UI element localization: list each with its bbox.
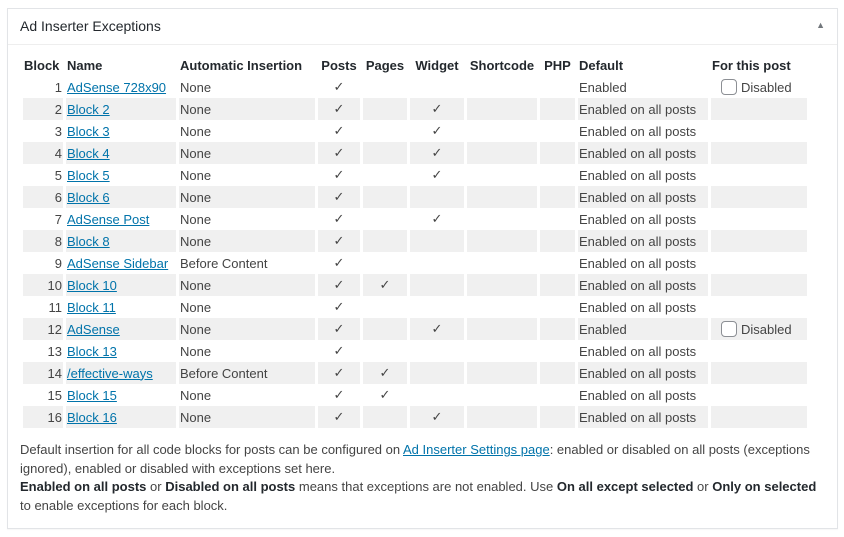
shortcode-cell — [467, 98, 537, 120]
default-status: Enabled on all posts — [578, 406, 708, 428]
default-status: Enabled on all posts — [578, 230, 708, 252]
posts-cell — [318, 362, 360, 384]
php-cell — [540, 186, 575, 208]
default-status: Enabled on all posts — [578, 274, 708, 296]
posts-cell — [318, 76, 360, 98]
default-status: Enabled on all posts — [579, 123, 697, 139]
widget-cell — [410, 362, 464, 384]
check-icon: ✓ — [379, 365, 391, 380]
pages-cell — [363, 274, 407, 296]
shortcode-cell — [467, 186, 537, 208]
block-name-link[interactable]: Block 3 — [67, 123, 110, 139]
for-this-post-cell — [711, 384, 807, 406]
for-this-post-cell — [711, 406, 807, 428]
block-name-link[interactable]: Block 8 — [67, 233, 110, 249]
shortcode-cell — [467, 296, 537, 318]
check-icon: ✓ — [333, 79, 345, 94]
php-cell — [540, 384, 575, 406]
check-icon: ✓ — [333, 145, 345, 160]
php-cell — [540, 318, 575, 340]
block-number: 11 — [48, 299, 62, 315]
footer-bold: On all except selected — [556, 479, 694, 495]
pages-cell — [363, 362, 407, 384]
check-icon: ✓ — [333, 167, 345, 182]
check-icon: ✓ — [431, 321, 443, 336]
name-cell — [66, 362, 176, 384]
default-status: Enabled on all posts — [579, 167, 697, 183]
php-cell — [540, 208, 575, 230]
col-automatic-insertion: Automatic Insertion — [180, 57, 303, 73]
automatic-insertion: Before Content — [179, 362, 315, 384]
name-cell — [66, 98, 176, 120]
checkbox-label: Disabled — [741, 322, 792, 337]
table-row — [23, 186, 807, 208]
block-number: 1 — [54, 79, 62, 95]
block-number: 7 — [54, 211, 62, 227]
default-status: Enabled — [578, 318, 708, 340]
table-row — [23, 384, 807, 406]
posts-cell — [318, 208, 360, 230]
pages-cell — [363, 384, 407, 406]
block-name-link[interactable]: Block 11 — [67, 299, 116, 315]
name-cell — [66, 252, 176, 274]
check-icon: ✓ — [379, 387, 391, 402]
name-cell — [66, 120, 176, 142]
block-name-link[interactable]: Block 2 — [67, 101, 110, 117]
automatic-insertion: None — [179, 142, 315, 164]
name-cell — [66, 164, 176, 186]
pages-cell — [363, 208, 407, 230]
block-name-link[interactable]: Block 13 — [67, 343, 117, 359]
widget-cell — [410, 208, 464, 230]
for-this-post-cell — [711, 296, 807, 318]
block-number: 2 — [23, 98, 63, 120]
shortcode-cell — [467, 208, 537, 230]
ad-inserter-exceptions-panel — [7, 8, 838, 529]
table-row — [23, 164, 807, 186]
name-cell — [66, 274, 176, 296]
block-number: 15 — [47, 387, 62, 403]
block-name-link[interactable]: Block 15 — [67, 387, 117, 403]
block-name-link[interactable]: AdSense — [67, 321, 120, 337]
table-body — [23, 76, 807, 428]
posts-cell — [318, 98, 360, 120]
widget-cell — [410, 76, 464, 98]
php-cell — [540, 120, 575, 142]
default-status: Enabled on all posts — [579, 387, 697, 403]
automatic-insertion: None — [180, 299, 212, 315]
block-name-link[interactable]: /effective-ways — [67, 365, 153, 381]
block-name-link[interactable]: AdSense Post — [67, 211, 150, 227]
col-widget: Widget — [415, 57, 459, 73]
default-status: Enabled on all posts — [579, 299, 697, 315]
pages-cell — [363, 142, 407, 164]
block-name-link[interactable]: Block 10 — [67, 277, 117, 293]
name-cell — [66, 142, 176, 164]
block-number: 8 — [23, 230, 63, 252]
table-row — [23, 230, 807, 252]
automatic-insertion: None — [180, 211, 212, 227]
check-icon: ✓ — [333, 255, 345, 270]
col-php: PHP — [544, 57, 571, 73]
col-for-this-post: For this post — [712, 57, 791, 73]
default-status: Enabled on all posts — [578, 186, 708, 208]
shortcode-cell — [467, 120, 537, 142]
check-icon: ✓ — [333, 387, 345, 402]
widget-cell — [410, 98, 464, 120]
table-row — [23, 120, 807, 142]
for-this-post-cell — [711, 208, 807, 230]
disabled-checkbox[interactable] — [721, 321, 737, 337]
table-row — [23, 318, 807, 340]
block-number: 12 — [23, 318, 63, 340]
check-icon: ✓ — [333, 365, 345, 380]
automatic-insertion: None — [179, 274, 315, 296]
shortcode-cell — [467, 142, 537, 164]
widget-cell — [410, 164, 464, 186]
automatic-insertion: None — [180, 343, 212, 359]
pages-cell — [363, 164, 407, 186]
name-cell — [66, 406, 176, 428]
pages-cell — [363, 340, 407, 362]
block-number: 10 — [23, 274, 63, 296]
footer-note — [20, 441, 820, 515]
name-cell — [66, 296, 176, 318]
exceptions-table — [20, 54, 810, 428]
shortcode-cell — [467, 406, 537, 428]
name-cell — [66, 208, 176, 230]
default-status: Enabled on all posts — [579, 211, 697, 227]
pages-cell — [363, 98, 407, 120]
widget-cell — [410, 120, 464, 142]
pages-cell — [363, 252, 407, 274]
default-status: Enabled on all posts — [578, 142, 708, 164]
php-cell — [540, 164, 575, 186]
for-this-post-cell — [711, 274, 807, 296]
col-default: Default — [579, 57, 624, 73]
widget-cell — [410, 340, 464, 362]
shortcode-cell — [467, 164, 537, 186]
automatic-insertion: None — [180, 123, 212, 139]
default-status: Enabled on all posts — [579, 255, 697, 271]
check-icon: ✓ — [333, 277, 345, 292]
pages-cell — [363, 406, 407, 428]
pages-cell — [363, 296, 407, 318]
table-row — [23, 142, 807, 164]
for-this-post-cell — [711, 76, 807, 98]
widget-cell — [410, 406, 464, 428]
posts-cell — [318, 340, 360, 362]
automatic-insertion: None — [180, 167, 212, 183]
for-this-post-cell — [711, 98, 807, 120]
col-pages: Pages — [365, 57, 405, 73]
table-row — [23, 98, 807, 120]
check-icon: ✓ — [333, 189, 345, 204]
check-icon: ✓ — [333, 233, 345, 248]
shortcode-cell — [467, 362, 537, 384]
widget-cell — [410, 274, 464, 296]
pages-cell — [363, 230, 407, 252]
pages-cell — [363, 318, 407, 340]
php-cell — [540, 362, 575, 384]
table-row — [23, 296, 807, 318]
for-this-post-cell — [711, 230, 807, 252]
name-cell — [66, 340, 176, 362]
name-cell — [66, 76, 176, 98]
block-name-link[interactable]: Block 6 — [67, 189, 110, 205]
panel-title: Ad Inserter Exceptions — [20, 18, 161, 34]
block-name-link[interactable]: AdSense Sidebar — [67, 255, 169, 271]
posts-cell — [318, 186, 360, 208]
collapse-triangle-icon[interactable]: ▲ — [816, 20, 825, 30]
footer-bold: Disabled on all posts — [165, 479, 296, 495]
name-cell — [66, 186, 176, 208]
block-number: 3 — [54, 123, 62, 139]
shortcode-cell — [467, 384, 537, 406]
default-status: Enabled on all posts — [578, 98, 708, 120]
widget-cell — [410, 318, 464, 340]
check-icon: ✓ — [431, 145, 443, 160]
pages-cell — [363, 120, 407, 142]
for-this-post-cell — [711, 318, 807, 340]
automatic-insertion: None — [179, 98, 315, 120]
block-number: 16 — [23, 406, 63, 428]
table-row — [23, 406, 807, 428]
footer-bold: Only on selected — [712, 479, 817, 495]
shortcode-cell — [467, 76, 537, 98]
pages-cell — [363, 186, 407, 208]
block-number: 4 — [23, 142, 63, 164]
footer-text: : enabled or disabled on all posts (exceptions ignored), enabled or disabled with exceptions set here. — [20, 442, 810, 476]
automatic-insertion: None — [179, 230, 315, 252]
posts-cell — [318, 252, 360, 274]
shortcode-cell — [467, 318, 537, 340]
php-cell — [540, 274, 575, 296]
for-this-post-cell — [711, 340, 807, 362]
for-this-post-cell — [711, 186, 807, 208]
php-cell — [540, 76, 575, 98]
checkbox-label: Disabled — [741, 80, 792, 95]
posts-cell — [318, 164, 360, 186]
footer-text: to enable exceptions for each block. — [20, 497, 228, 513]
block-name-link[interactable]: Block 4 — [67, 145, 110, 161]
widget-cell — [410, 384, 464, 406]
table-row — [23, 252, 807, 274]
check-icon: ✓ — [333, 321, 345, 336]
check-icon: ✓ — [431, 167, 443, 182]
posts-cell — [318, 230, 360, 252]
posts-cell — [318, 318, 360, 340]
widget-cell — [410, 252, 464, 274]
name-cell — [66, 318, 176, 340]
table-row — [23, 274, 807, 296]
automatic-insertion: Before Content — [180, 255, 268, 271]
check-icon: ✓ — [333, 211, 345, 226]
shortcode-cell — [467, 252, 537, 274]
php-cell — [540, 252, 575, 274]
check-icon: ✓ — [333, 101, 345, 116]
table-row — [23, 76, 807, 98]
pages-cell — [363, 76, 407, 98]
for-this-post-cell — [711, 164, 807, 186]
automatic-insertion: None — [180, 387, 212, 403]
col-shortcode: Shortcode — [469, 57, 535, 73]
automatic-insertion: None — [179, 406, 315, 428]
widget-cell — [410, 186, 464, 208]
automatic-insertion: None — [180, 79, 212, 95]
footer-text: or — [146, 479, 166, 495]
col-block: Block — [24, 57, 60, 73]
check-icon: ✓ — [431, 409, 443, 424]
check-icon: ✓ — [431, 101, 443, 116]
shortcode-cell — [467, 340, 537, 362]
check-icon: ✓ — [333, 343, 345, 358]
for-this-post-cell — [711, 120, 807, 142]
php-cell — [540, 98, 575, 120]
widget-cell — [410, 230, 464, 252]
for-this-post-cell — [711, 142, 807, 164]
name-cell — [66, 384, 176, 406]
panel-header[interactable] — [8, 9, 837, 45]
php-cell — [540, 230, 575, 252]
footer-text: Default insertion for all code blocks for posts can be configured on — [20, 442, 403, 457]
php-cell — [540, 296, 575, 318]
posts-cell — [318, 296, 360, 318]
col-name: Name — [67, 57, 103, 73]
footer-text: or — [693, 479, 713, 495]
widget-cell — [410, 142, 464, 164]
php-cell — [540, 340, 575, 362]
check-icon: ✓ — [379, 277, 391, 292]
settings-page-link[interactable]: Ad Inserter Settings page — [403, 442, 550, 457]
table-row — [23, 340, 807, 362]
automatic-insertion: None — [179, 318, 315, 340]
widget-cell — [410, 296, 464, 318]
check-icon: ✓ — [333, 123, 345, 138]
automatic-insertion: None — [179, 186, 315, 208]
name-cell — [66, 230, 176, 252]
default-status: Enabled on all posts — [579, 343, 697, 359]
check-icon: ✓ — [431, 123, 443, 138]
block-name-link[interactable]: AdSense 728x90 — [67, 79, 167, 95]
col-posts: Posts — [321, 57, 357, 73]
block-number: 6 — [23, 186, 63, 208]
default-status: Enabled — [579, 79, 627, 95]
posts-cell — [318, 384, 360, 406]
check-icon: ✓ — [431, 211, 443, 226]
posts-cell — [318, 406, 360, 428]
block-number: 13 — [47, 343, 62, 359]
shortcode-cell — [467, 230, 537, 252]
disabled-checkbox[interactable] — [721, 79, 737, 95]
default-status: Enabled on all posts — [578, 362, 708, 384]
posts-cell — [318, 120, 360, 142]
php-cell — [540, 142, 575, 164]
block-name-link[interactable]: Block 5 — [67, 167, 110, 183]
footer-text: means that exceptions are not enabled. Use — [295, 479, 557, 495]
shortcode-cell — [467, 274, 537, 296]
for-this-post-cell — [711, 252, 807, 274]
block-number: 9 — [54, 255, 62, 271]
check-icon: ✓ — [333, 409, 345, 424]
posts-cell — [318, 274, 360, 296]
table-row — [23, 362, 807, 384]
posts-cell — [318, 142, 360, 164]
block-name-link[interactable]: Block 16 — [67, 409, 117, 425]
block-number: 5 — [54, 167, 62, 183]
php-cell — [540, 406, 575, 428]
for-this-post-cell — [711, 362, 807, 384]
table-row — [23, 208, 807, 230]
block-number: 14 — [23, 362, 63, 384]
footer-bold: Enabled on all posts — [20, 479, 147, 495]
table-header-row — [23, 54, 807, 76]
check-icon: ✓ — [333, 299, 345, 314]
